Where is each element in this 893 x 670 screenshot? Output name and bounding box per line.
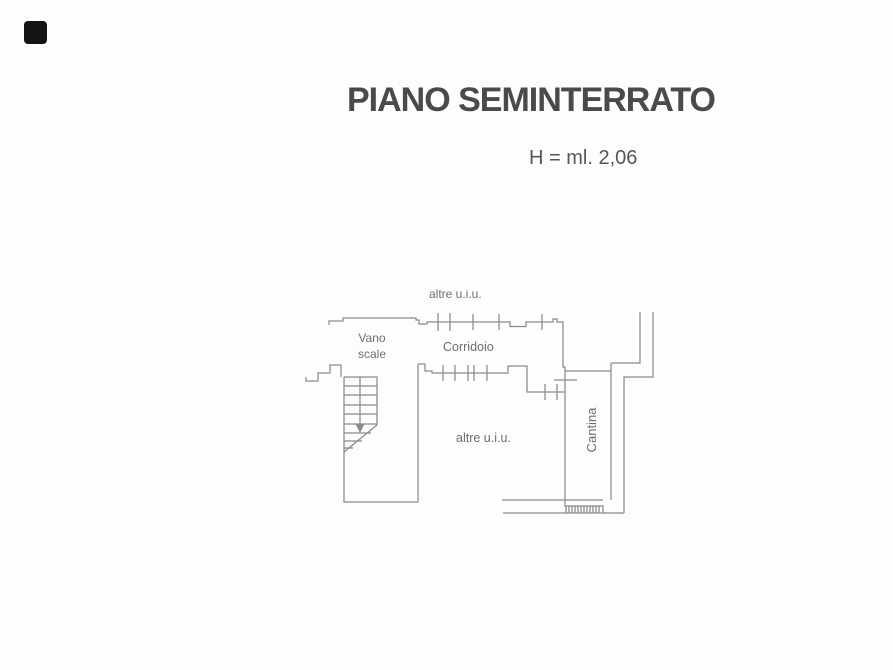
stair-direction-arrow: [356, 424, 365, 433]
label-cantina: Cantina: [584, 407, 599, 453]
corridor-wall-hatches: [443, 365, 557, 400]
label-vano-scale-line2: scale: [357, 347, 386, 361]
label-vano-scale: [350, 330, 394, 362]
label-altre-uiu-top: altre u.i.u.: [429, 287, 482, 301]
ceiling-height-note: H = ml. 2,06: [529, 147, 638, 169]
label-corridoio: Corridoio: [443, 340, 494, 354]
label-vano-scale-line1: Vano: [358, 331, 386, 345]
corridor-lower-wall: [418, 364, 565, 392]
label-altre-uiu-center: altre u.i.u.: [456, 431, 511, 445]
outer-right-wall-inner: [611, 312, 640, 363]
page-title: PIANO SEMINTERRATO: [347, 81, 715, 119]
outer-right-wall-outer: [624, 312, 653, 513]
stair-parapet: [306, 365, 341, 381]
threshold-hatch: [569, 506, 599, 513]
